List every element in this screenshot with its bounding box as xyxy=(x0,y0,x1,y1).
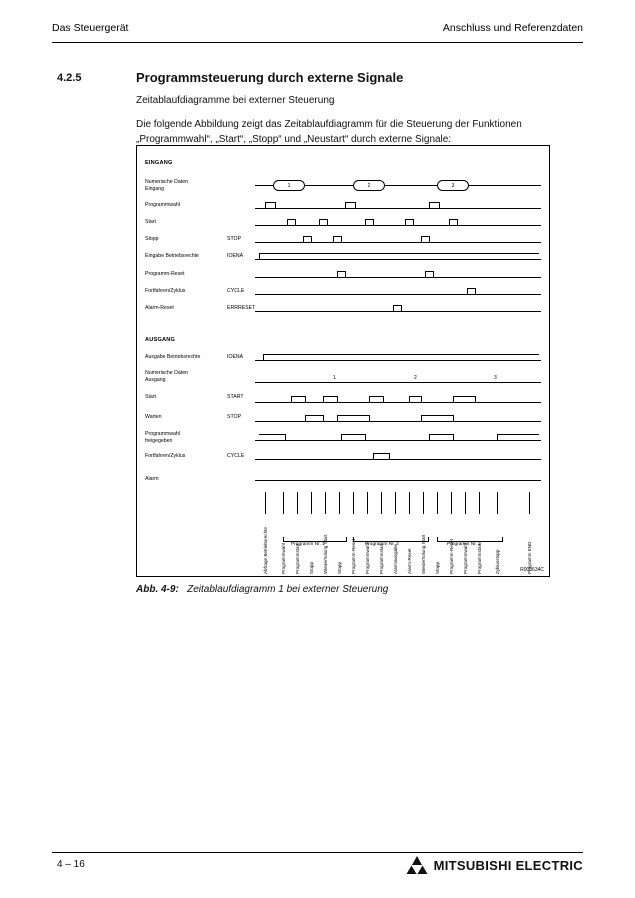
row-label-start-out: Start xyxy=(145,394,156,400)
program-bracket-label: Programm Nr. 3 xyxy=(447,542,481,547)
row-code-stop: STOP xyxy=(227,236,242,242)
page-number: 4 – 16 xyxy=(57,859,85,870)
signal-line-start xyxy=(255,225,541,226)
row-label-io-enable-in: Eingabe Betriebsrechte xyxy=(145,253,199,259)
signal-line-stop xyxy=(255,242,541,243)
event-arrow xyxy=(339,492,340,514)
row-code-cycle-in: CYCLE xyxy=(227,288,245,294)
program-bracket-label: Programm Nr. 1 xyxy=(291,542,325,547)
event-arrow xyxy=(381,492,382,514)
row-code-io-enable-out: IOENA xyxy=(227,354,244,360)
section-subtitle: Zeitablaufdiagramme bei externer Steuerung xyxy=(136,95,335,106)
row-code-alarm-reset: ERRRESET xyxy=(227,305,256,311)
event-arrow xyxy=(437,492,438,514)
event-arrow xyxy=(367,492,368,514)
event-arrow xyxy=(465,492,466,514)
event-label: Programm-Reset xyxy=(351,539,356,574)
signal-line-io-enable-in xyxy=(255,259,541,260)
timing-diagram-figure xyxy=(136,145,550,577)
event-label: Abfrage Betriebsrechte xyxy=(263,527,268,574)
section-number: 4.2.5 xyxy=(57,72,82,84)
figure-caption-label: Abb. 4-9: xyxy=(136,584,179,595)
event-label: Stopp xyxy=(337,561,342,574)
signal-line-cycle-in xyxy=(255,294,541,295)
program-bracket-label: Programm Nr. 2 xyxy=(365,542,399,547)
signal-line-io-enable-out xyxy=(255,360,541,361)
signal-line-cycle-out xyxy=(255,459,541,460)
event-arrow xyxy=(529,492,530,514)
row-label-program-reset: Programm-Reset xyxy=(145,271,185,277)
row-code-cycle-out: CYCLE xyxy=(227,453,245,459)
running-head xyxy=(52,22,583,34)
event-arrow xyxy=(283,492,284,514)
row-label-program-select: Programmwahl xyxy=(145,202,180,208)
mitsubishi-diamonds-icon xyxy=(406,856,428,874)
data-marker-in-1: 1 xyxy=(273,180,305,191)
row-code-wait: STOP xyxy=(227,414,242,420)
figure-caption-text: Zeitablaufdiagramm 1 bei externer Steuerung xyxy=(187,584,389,595)
event-label: Programm END xyxy=(527,541,532,574)
row-label-start: Start xyxy=(145,219,156,225)
event-arrow xyxy=(479,492,480,514)
row-label-alarm: Alarm xyxy=(145,476,159,482)
row-label-io-enable-out: Ausgabe Betriebsrechte xyxy=(145,354,201,360)
figure-id: R000634C xyxy=(520,567,544,573)
event-label: Wiederholung Start xyxy=(421,534,426,574)
group-label-output: AUSGANG xyxy=(145,337,175,343)
timing-diagram xyxy=(137,146,549,576)
event-label: Programmwahl xyxy=(365,543,370,574)
event-arrow xyxy=(265,492,266,514)
signal-line-alarm-out xyxy=(255,480,541,481)
row-label-continue-cycle-out: Fortfahren/Zyklus xyxy=(145,453,186,459)
event-arrow xyxy=(297,492,298,514)
brand-logo xyxy=(406,856,583,874)
row-label-alarm-reset: Alarm-Reset xyxy=(145,305,174,311)
event-label: Programmwahl xyxy=(463,543,468,574)
event-label: Stopp xyxy=(435,561,440,574)
signal-line-start-out xyxy=(255,402,541,403)
event-arrow xyxy=(497,492,498,514)
row-label-stop: Stopp xyxy=(145,236,159,242)
event-label: Zyklusstopp xyxy=(495,549,500,574)
event-arrow xyxy=(325,492,326,514)
event-arrow xyxy=(423,492,424,514)
signal-line-program-select xyxy=(255,208,541,209)
event-arrow xyxy=(451,492,452,514)
event-label: Stopp xyxy=(309,561,314,574)
footer-divider xyxy=(52,852,583,853)
data-marker-in-3: 3 xyxy=(437,180,469,191)
signal-line-wait xyxy=(255,421,541,422)
data-marker-out-2: 2 xyxy=(414,375,417,381)
event-label: Wiederholung Start xyxy=(323,534,328,574)
page-title: Programmsteuerung durch externe Signale xyxy=(136,70,404,85)
row-label-numeric-input: Numerische Daten Eingang xyxy=(145,179,188,192)
event-label: Programmstart xyxy=(379,543,384,574)
figure-caption xyxy=(136,584,388,595)
event-arrow xyxy=(353,492,354,514)
event-label: Programmwahl xyxy=(281,543,286,574)
signal-line-select-enabled xyxy=(255,440,541,441)
header-left: Das Steuergerät xyxy=(52,22,129,34)
data-marker-out-3: 3 xyxy=(494,375,497,381)
row-label-program-select-enabled: Programmwahl freigegeben xyxy=(145,431,180,444)
signal-line-program-reset xyxy=(255,277,541,278)
event-arrow xyxy=(409,492,410,514)
event-label: Programm-Reset xyxy=(449,539,454,574)
row-code-io-enable-in: IOENA xyxy=(227,253,244,259)
event-arrow xyxy=(395,492,396,514)
row-label-wait: Warten xyxy=(145,414,162,420)
section-intro: Die folgende Abbildung zeigt das Zeitablaufdiagramm für die Steuerung der Funktionen „Programmwahl“, „Start“, „Stopp“ und „Neustart“ durch externe Signale: xyxy=(136,119,522,145)
row-label-continue-cycle-in: Fortfahren/Zyklus xyxy=(145,288,186,294)
data-marker-in-2: 2 xyxy=(353,180,385,191)
header-right: Anschluss und Referenzdaten xyxy=(442,22,583,34)
signal-line-alarm-reset xyxy=(255,311,541,312)
row-label-numeric-output: Numerische Daten Ausgang xyxy=(145,370,188,383)
event-label: Alarmausgabe xyxy=(393,544,398,574)
brand-name: MITSUBISHI ELECTRIC xyxy=(433,857,583,873)
event-label: Alarm-Reset xyxy=(407,548,412,574)
signal-line-numeric-output xyxy=(255,382,541,383)
group-label-input: EINGANG xyxy=(145,160,173,166)
event-label: Programmstart xyxy=(295,543,300,574)
header-divider xyxy=(52,42,583,43)
event-label: Programmstart xyxy=(477,543,482,574)
data-marker-out-1: 1 xyxy=(333,375,336,381)
row-code-start-out: START xyxy=(227,394,244,400)
event-arrow xyxy=(311,492,312,514)
